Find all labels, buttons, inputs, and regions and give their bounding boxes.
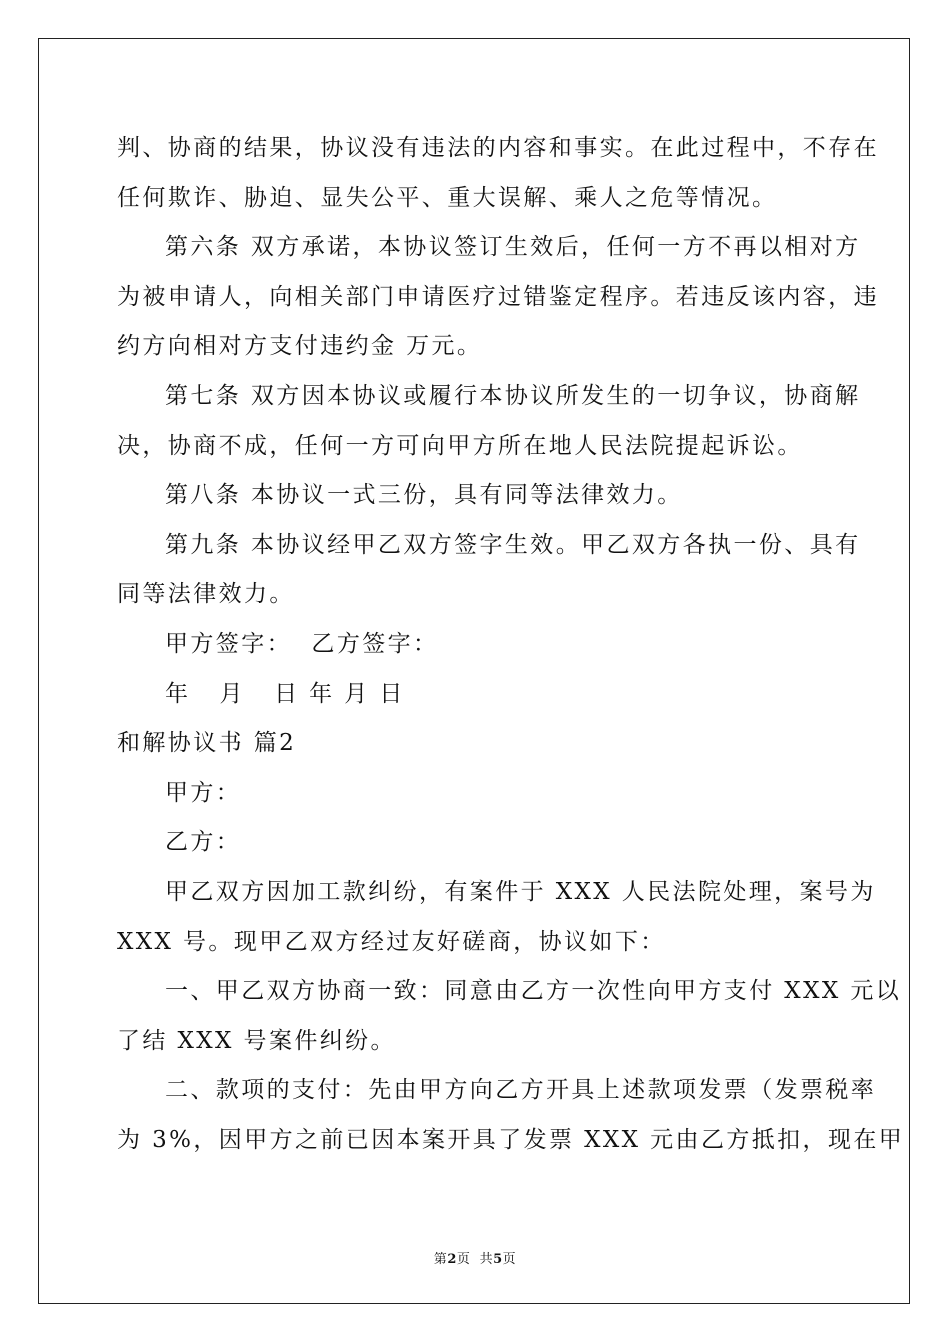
text-line: 同等法律效力。 [117,581,295,608]
party-a-label: 甲方： [165,779,242,806]
article-8: 第八条 本协议一式三份，具有同等法律效力。 [165,482,683,509]
total-page-number: 5 [493,1252,503,1267]
text-line: XXX 号。现甲乙双方经过友好磋商，协议如下： [117,928,666,955]
clause-1: 一、甲乙双方协商一致：同意由乙方一次性向甲方支付 XXX 元以 [165,978,902,1005]
text-line: 了结 XXX 号案件纠纷。 [117,1027,396,1054]
article-6: 第六条 双方承诺，本协议签订生效后，任何一方不再以相对方 [165,234,861,261]
article-9: 第九条 本协议经甲乙双方签字生效。甲乙双方各执一份、具有 [165,531,861,558]
article-7: 第七条 双方因本协议或履行本协议所发生的一切争议，协商解 [165,382,861,409]
paragraph-intro: 甲乙双方因加工款纠纷，有案件于 XXX 人民法院处理，案号为 [165,878,876,905]
party-b-label: 乙方： [165,829,242,856]
footer-prefix: 第 [433,1252,448,1267]
text-line: 决，协商不成，任何一方可向甲方所在地人民法院提起诉讼。 [117,432,803,459]
text-line: 约方向相对方支付违约金 万元。 [117,333,483,360]
page-footer [0,1248,950,1267]
text-line: 任何欺诈、胁迫、显失公平、重大误解、乘人之危等情况。 [117,184,778,211]
section-title: 和解协议书 篇2 [117,730,297,757]
date-line: 年 月 日 年 月 日 [165,680,405,707]
signature-line: 甲方签字： 乙方签字： [165,630,439,657]
clause-2: 二、款项的支付：先由甲方向乙方开具上述款项发票（发票税率 [165,1077,877,1104]
footer-mid: 页 共 [456,1252,494,1267]
text-line: 为被申请人，向相关部门申请医疗过错鉴定程序。若违反该内容，违 [117,283,879,310]
text-line: 为 3%，因甲方之前已因本案开具了发票 XXX 元由乙方抵扣，现在甲 [117,1126,905,1153]
text-line: 判、协商的结果，协议没有违法的内容和事实。在此过程中，不存在 [117,135,879,161]
current-page-number: 2 [447,1252,457,1267]
footer-suffix: 页 [502,1252,517,1267]
document-body [117,124,905,1165]
